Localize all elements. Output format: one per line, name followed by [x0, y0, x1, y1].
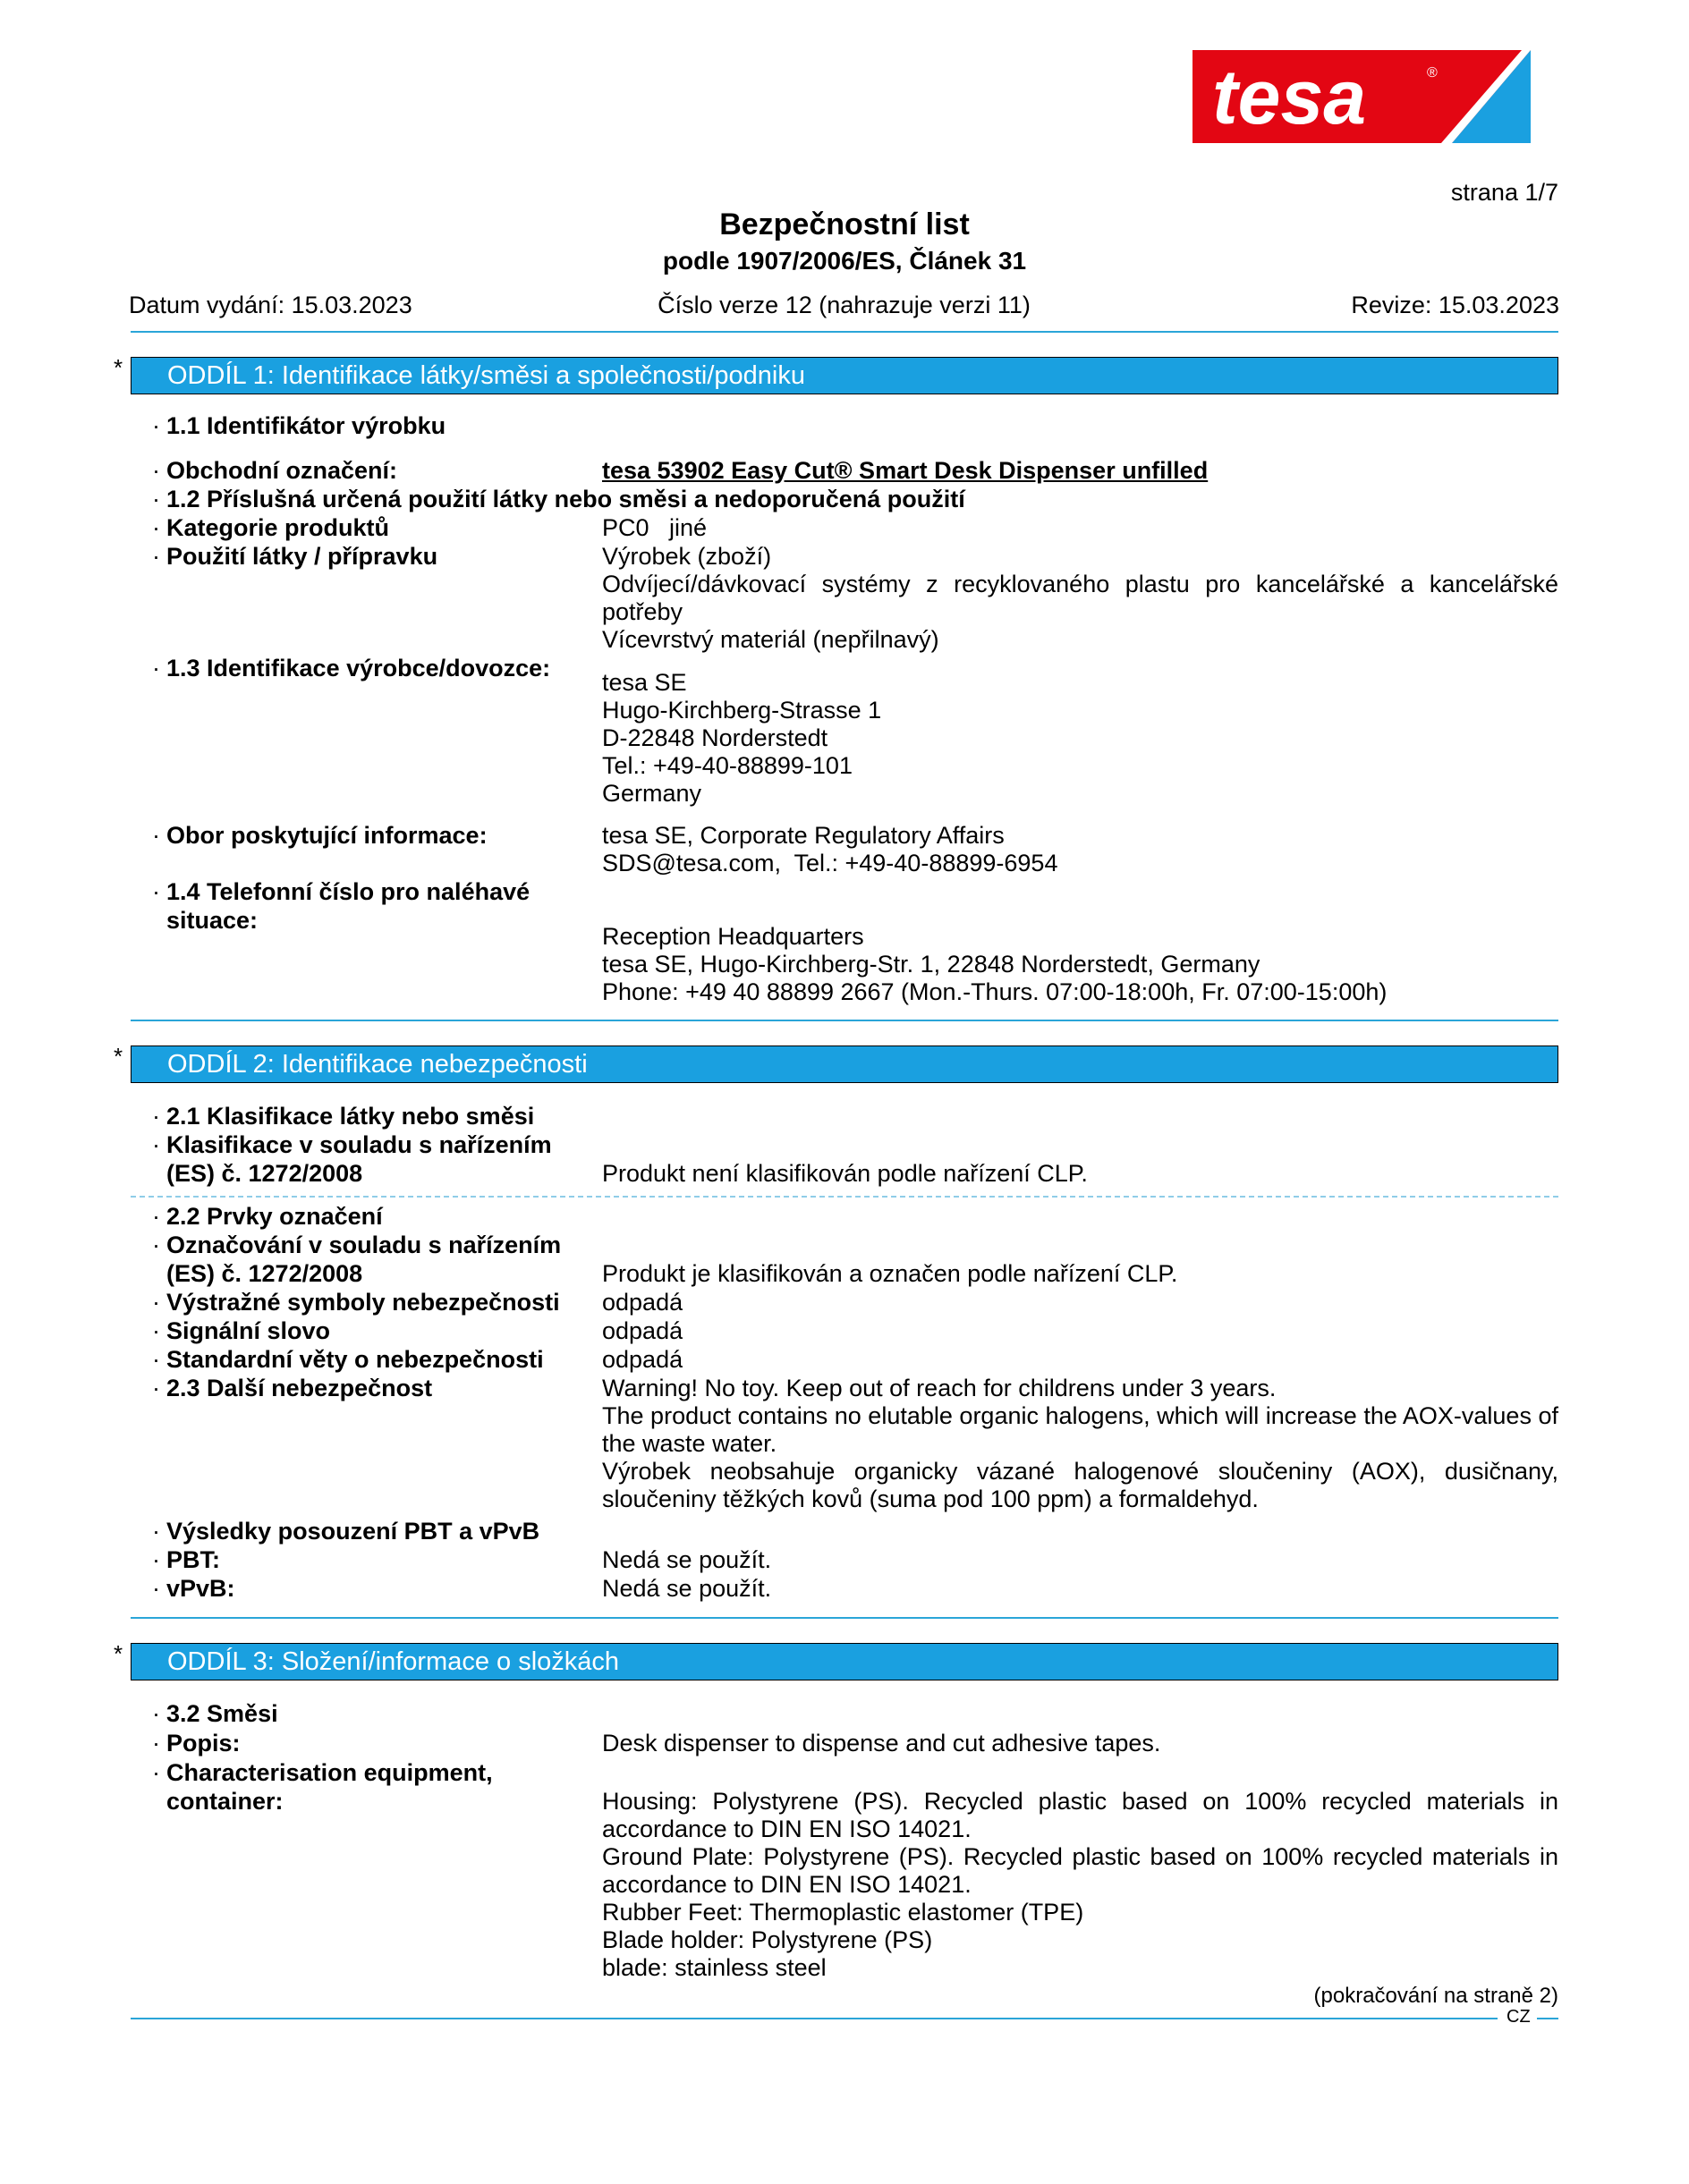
section-divider — [131, 1020, 1558, 1021]
revision-date: Revize: 15.03.2023 — [1351, 292, 1559, 318]
change-marker: * — [114, 1640, 123, 1667]
version-number: Číslo verze 12 (nahrazuje verzi 11) — [658, 292, 1031, 318]
section-2-title: ODDÍL 2: Identifikace nebezpečnosti — [167, 1050, 588, 1079]
issue-date: Datum vydání: 15.03.2023 — [129, 292, 412, 318]
language-code: CZ — [1507, 2007, 1531, 2027]
registered-mark: ® — [1427, 65, 1438, 80]
change-marker: * — [114, 1043, 123, 1070]
section-2-header — [131, 1045, 1558, 1083]
trade-name-value: tesa 53902 Easy Cut® Smart Desk Dispenser unfilled — [602, 457, 1209, 484]
change-marker: * — [114, 354, 123, 381]
footer-divider — [131, 2018, 1498, 2019]
header-divider — [131, 331, 1558, 333]
section-3-title: ODDÍL 3: Složení/informace o složkách — [167, 1647, 620, 1676]
safety-data-sheet-page: tesa ® strana 1/7 Bezpečnostní list podle 1907/2006/ES, Článek 31 Datum vydání: 15.03.2023 Číslo verze 12 (nahrazuje verzi 11) Revize: 15.03.2023 * ODDÍL 1: Identifikace látky/směsi a společnosti/podniku · 1.1 Identifikátor výrobku · Obchodní označení: tesa 53902 Easy Cut® Smart Desk Dispenser unfilled · 1.2 Příslušná určená použití látky nebo směsi a nedoporučená použití · Kategorie produktů PC0 jiné · Použití látky / přípravku Výrobek (zboží) Odvíjecí/dávkovací systémy z recyklovaného plastu pro kancelářské a kancelářské potřeby Vícevrstvý materiál (nepřilnavý) · 1.3 Identifikace výrobce/dovozce: tesa SE Hugo-Kirchberg-Strasse 1 D-22848 Norderstedt Tel.: +49-40-88899-101 Germany · Obor poskytující informace: tesa SE, Corporate Regulatory Affairs SDS@tesa.com, Tel.: +49-40-88899-6954 · 1.4 Telefonní číslo pro naléhavé situace: Reception Headquarters tesa SE, Hugo-Kirchberg-Str. 1, 22848 Norderstedt, Germany Phone: +49 40 88899 2667 (Mon.-Thurs. 07:00-18:00h, Fr. 07:00-15:00h) * ODDÍL 2: Identifikace nebezpečnosti · 2.1 Klasifikace látky nebo směsi · Klasifikace v souladu s nařízením (ES) č. 1272/2008 Produkt není klasifikován podle nařízení CLP. · 2.2 Prvky označení · Označování v souladu s nařízením (ES) č. 1272/2008 Produkt je klasifikován a označen podle nařízení CLP. · Výstražné symboly nebezpečnosti odpadá · Signální slovo odpadá · Standardní věty o nebezpečnosti odpadá · 2.3 Další nebezpečnost Warning! No toy. Keep out of reach for childrens under 3 years. The product contains no elutable organic halogens, which will increase the AOX-values of the waste water. Výrobek neobsahuje organicky vázané halogenové sloučeniny (AOX), dusičnany, sloučeniny těžkých kovů (suma pod 100 ppm) a formaldehyd. · Výsledky posouzení PBT a vPvB · PBT: Nedá se použít. · vPvB: Nedá se použít. * ODDÍL 3: Složení/informace o složkách · 3.2 Směsi · Popis: Desk dispenser to dispense and cut adhesive tapes. · Characterisation equipment, container: Housing: Polystyrene (PS). Recycled plastic based on 100% recycled materials in accordance to DIN EN ISO 14021. Ground Plate: Polystyrene (PS). Recycled plastic based on 100% recycled materials in accordance to DIN EN ISO 14021. Rubber Feet: Thermoplastic elastomer (TPE) Blade holder: Polystyrene (PS) blade: stainless steel (pokračování na straně 2) CZ — [0, 0, 1689, 2184]
page-number: strana 1/7 — [1450, 179, 1558, 206]
continued-note: (pokračování na straně 2) — [1313, 1984, 1558, 2008]
section-1-header — [131, 357, 1558, 394]
document-title: Bezpečnostní list — [719, 207, 970, 241]
section-3-header — [131, 1643, 1558, 1680]
document-subtitle: podle 1907/2006/ES, Článek 31 — [662, 247, 1027, 275]
footer-divider-end — [1537, 2018, 1558, 2019]
section-divider — [131, 1617, 1558, 1619]
tesa-logo — [1192, 50, 1531, 143]
logo-wordmark: tesa — [1212, 55, 1367, 140]
document-meta — [129, 292, 1559, 322]
subsection-divider — [131, 1196, 1558, 1198]
section-1-title: ODDÍL 1: Identifikace látky/směsi a společnosti/podniku — [167, 361, 805, 390]
